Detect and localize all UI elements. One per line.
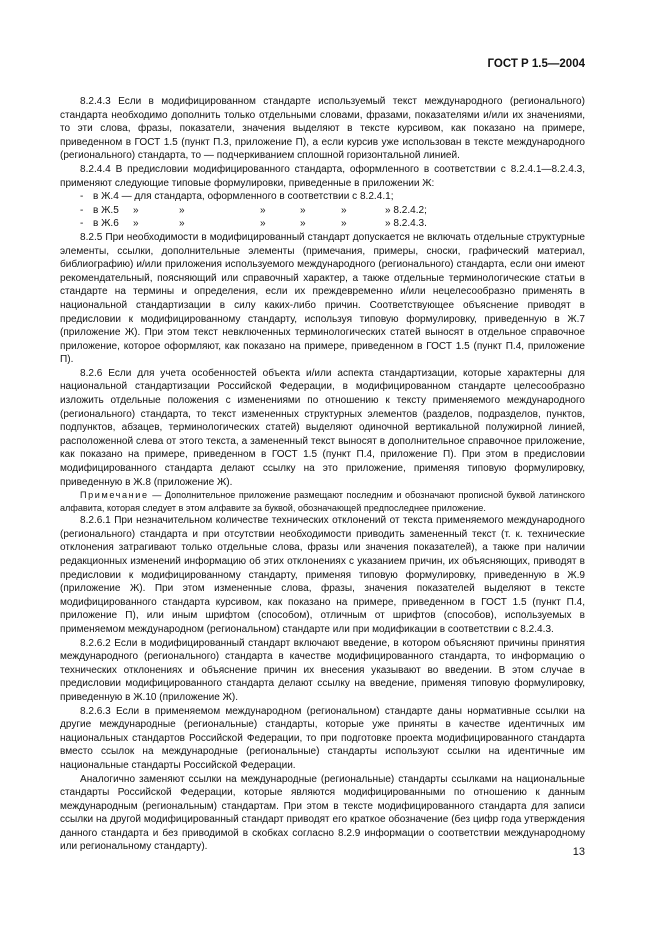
list-item [80,190,585,204]
list-text: » 8.2.4.3. [385,218,427,230]
list-dash: - [80,191,84,203]
paragraph-8-2-4-4: 8.2.4.4 В предисловии модифицированного стандарта, оформленного в соответствии с 8.2.4.1—8.2.4.3, применяют следующие типовые формулировки, приведенные в приложении Ж: [60,163,585,189]
ditto-mark: » [179,218,185,230]
ditto-mark: » [300,204,306,216]
paragraph-8-2-6: 8.2.6 Если для учета особенностей объекта и/или аспекта стандартизации, которые характерны для национальной стандартизации Российской Федерации, в модифицированном стандарте целесообразно изложить отдельные положения с изменениями по отношению к тексту применяемого международного (регионального) стандарта, то текст измененных структурных элементов (разделов, подразделов, пунктов, подпунктов, абзацев, терминологических статей) выделяют одиночной вертикальной полужирной линией, расположенной слева от этого текста, а замененный текст выносят в дополнительное справочное приложение, как показано на примере, приведенном в ГОСТ 1.5 (пункт П.4, приложение П). При этом в предисловии модифицированного стандарта делают ссылку на это приложение, применяя типовую формулировку, приведенную в Ж.8 (приложение Ж). [60,367,585,488]
note-text: — Дополнительное приложение размещают последним и обозначают прописной буквой латинского алфавита, которая следует в этом алфавите за буквой, обозначающей предпоследнее приложение. [60,490,585,513]
note [60,489,585,514]
paragraph-analogous: Аналогично заменяют ссылки на международные (региональные) стандарты ссылками на национальные стандарты Российской Федерации, которые являются модифицированными по отношению к данным международным (региональным) стандартам. При этом в тексте модифицированного стандарта для записи ссылки на другой модифицированный стандарт приводят его краткое обозначение (без цифр года утверждения данного стандарта и без приводимой в скобках согласно 8.2.9 информации о соответствии международному или региональному стандарту). [60,773,585,853]
ditto-mark: » [260,204,266,216]
page-content [60,95,585,854]
list-text: » 8.2.4.2; [385,204,427,216]
ditto-mark: » [179,204,185,216]
paragraph-8-2-6-2: 8.2.6.2 Если в модифицированный стандарт включают введение, в котором объясняют причины принятия международного (регионального) стандарта в качестве модифицированного стандарта, то информацию о технических отклонениях и объяснение причин их внесения указывают во введении. В этом случае в предисловии модифицированного стандарта делают ссылку на введение, применяя типовую формулировку, приведенную в Ж.10 (приложение Ж). [60,637,585,703]
ditto-mark: » [341,204,347,216]
list-item [80,204,585,218]
ditto-mark: » [133,204,139,216]
paragraph-8-2-5: 8.2.5 При необходимости в модифицированный стандарт допускается не включать отдельные структурные элементы, ссылки, дополнительные элементы (примечания, примеры, сноски, графический материал, библиографию) и/или приложения используемого международного (регионального) стандарта, если они имеют рекомендательный, поясняющий или справочный характер, а также отдельные терминологические статьи в стандарте на термины и определения, если их преждевременно и/или нецелесообразно применять в национальной стандартизации в силу каких-либо причин. Соответствующее объяснение приводят в предисловии к модифицированному стандарту, используя типовую формулировку, приведенную в Ж.7 (приложение Ж). При этом текст невключенных терминологических статей выносят в отдельное справочное приложение, которое оформляют, как показано на примере, приведенном в ГОСТ 1.5 (пункт П.4, приложение П). [60,231,585,366]
list-item [80,217,585,231]
page-number: 13 [572,846,585,858]
formulation-list [60,190,585,231]
paragraph-8-2-6-3: 8.2.6.3 Если в применяемом международном (региональном) стандарте даны нормативные ссылки на другие международные (региональные) стандарты, которые уже приняты в качестве идентичных им национальных стандартов Российской Федерации, то при подготовке проекта модифицированного стандарта вместо ссылок на международные (региональные) стандарты используют ссылки на идентичные им национальные стандарты Российской Федерации. [60,705,585,771]
ditto-mark: » [300,218,306,230]
standard-designation: ГОСТ Р 1.5—2004 [487,58,585,70]
list-dash: - [80,218,84,230]
ditto-mark: » [133,218,139,230]
paragraph-8-2-4-3: 8.2.4.3 Если в модифицированном стандарте используемый текст международного (регионального) стандарта необходимо дополнить только отдельными словами, фразами, показателями и/или их значениями, то эти слова, фразы, показатели, значения выделяют в тексте курсивом, как показано на примере, приведенном в ГОСТ 1.5 (пункт П.3, приложение П), а если курсив уже использован в тексте международного (регионального) стандарта, то — подчеркиванием сплошной горизонтальной линией. [60,96,585,162]
ditto-mark: » [260,218,266,230]
list-ref: в Ж.6 [93,218,119,230]
list-dash: - [80,204,84,216]
paragraph-8-2-6-1: 8.2.6.1 При незначительном количестве технических отклонений от текста применяемого международного (регионального) стандарта и при отсутствии необходимости приводить замененный текст (т. к. технические отклонения затрагивают только отдельные слова, фразы или значения показателей), а также при наличии редакционных изменений информацию об этих отклонениях с указанием причин, их объясняющих, приводят в предисловии к модифицированному стандарту, применяя типовую формулировку, приведенную в Ж.9 (приложение Ж). При этом измененные слова, фразы, значения показателей выделяют в тексте модифицированного стандарта курсивом, как показано на примере, приведенном в ГОСТ 1.5 (пункт П.4, приложение П), или иным шрифтом (способом), отличным от шрифтов (способов), используемых в применяемом международном (региональном) стандарте или при модификации в соответствии с 8.2.4.3. [60,515,585,635]
note-lead: Примечание [80,490,149,501]
list-ref: в Ж.5 [93,204,119,216]
ditto-mark: » [341,218,347,230]
list-text: в Ж.4 — для стандарта, оформленного в соответствии с 8.2.4.1; [93,191,394,203]
